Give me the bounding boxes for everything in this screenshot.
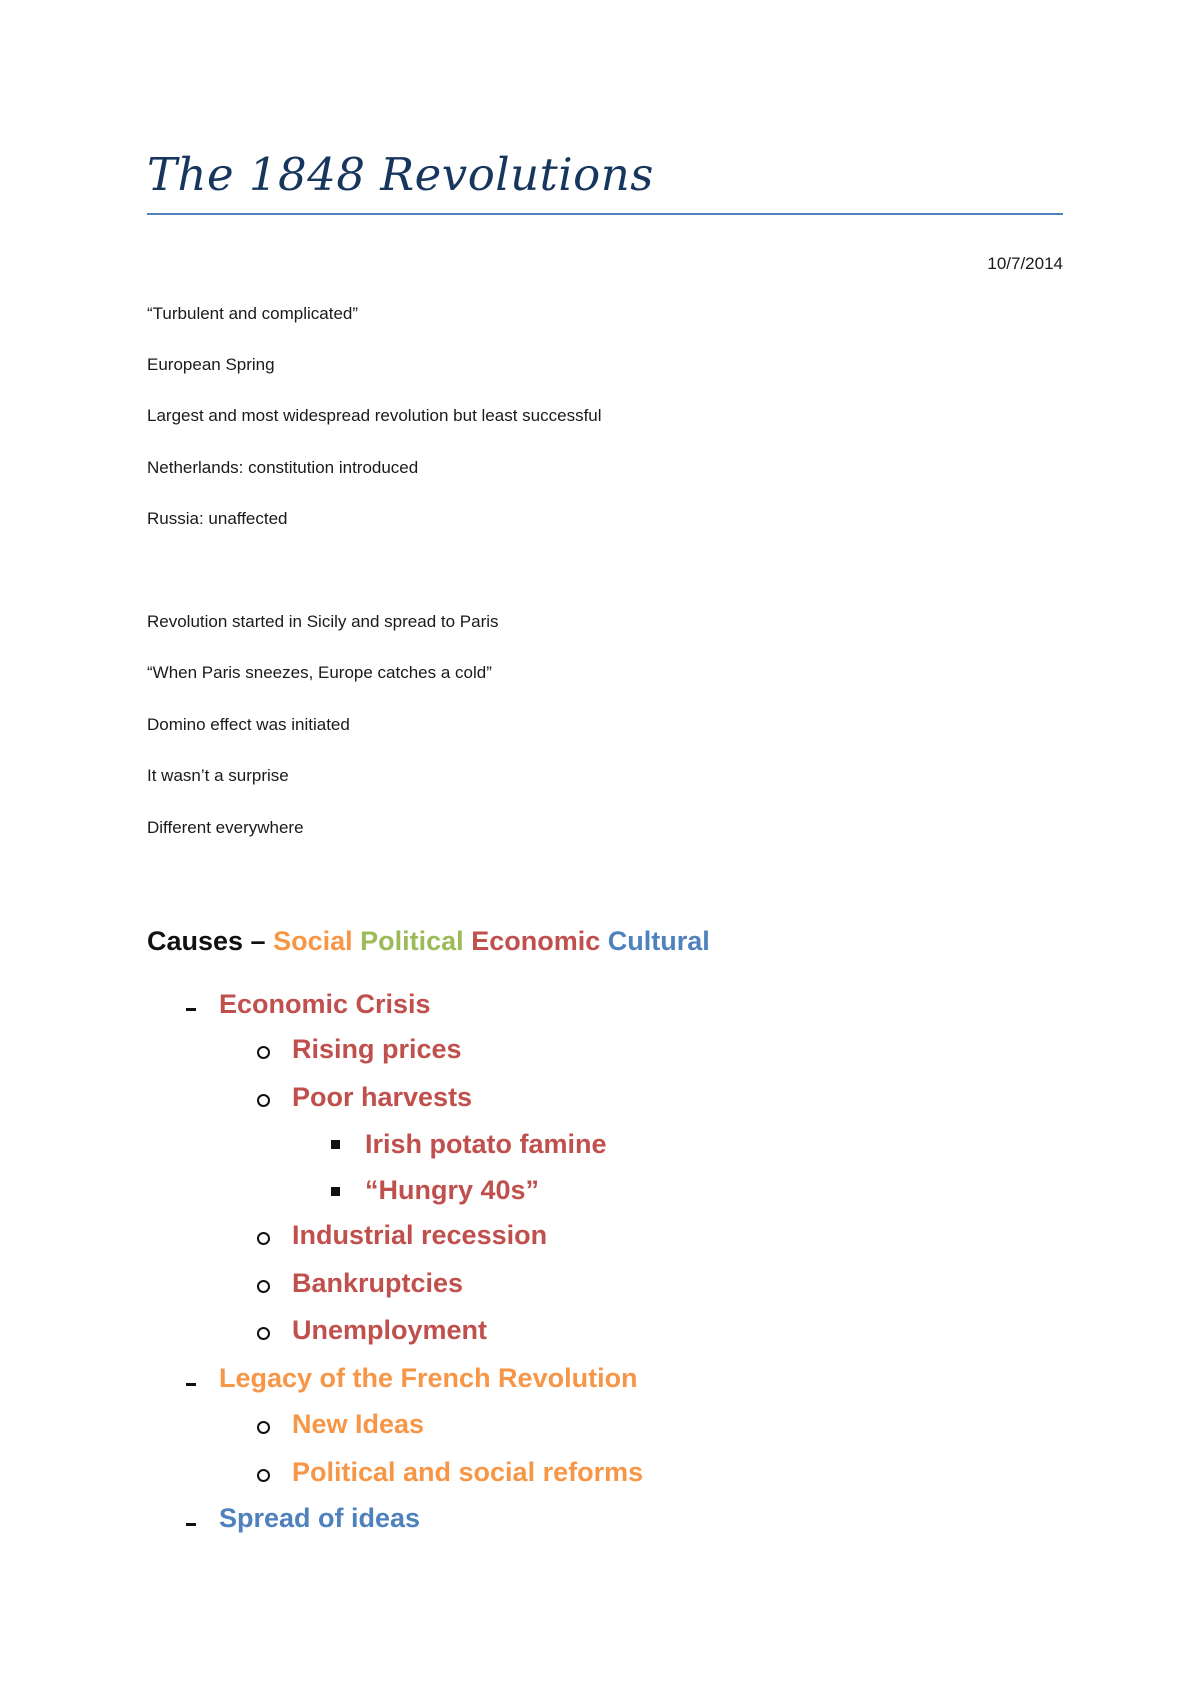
list-item: Rising prices xyxy=(292,1034,462,1064)
list-item: Unemployment xyxy=(292,1315,488,1345)
note-line: Different everywhere xyxy=(147,818,304,837)
circle-bullet xyxy=(257,1046,270,1059)
note-line: Largest and most widespread revolution but least successful xyxy=(147,406,602,425)
category-economic: Economic xyxy=(471,926,601,956)
list-item: Irish potato famine xyxy=(365,1129,607,1159)
note-line: Netherlands: constitution introduced xyxy=(147,458,419,477)
category-political: Political xyxy=(360,926,464,956)
category-cultural: Cultural xyxy=(607,926,710,956)
square-bullet xyxy=(331,1187,340,1196)
note-line: Revolution started in Sicily and spread to Paris xyxy=(147,612,499,631)
dash-bullet xyxy=(186,1383,196,1386)
note-line: Domino effect was initiated xyxy=(147,715,350,734)
list-item: “Hungry 40s” xyxy=(365,1175,540,1205)
circle-bullet xyxy=(257,1327,270,1340)
category-social: Social xyxy=(273,926,353,956)
circle-bullet xyxy=(257,1421,270,1434)
causes-label: Causes – xyxy=(147,926,274,956)
list-item: Political and social reforms xyxy=(292,1457,644,1487)
document-title: The 1848 Revolutions xyxy=(147,148,654,201)
list-item: New Ideas xyxy=(292,1409,425,1439)
circle-bullet xyxy=(257,1094,270,1107)
note-line: “When Paris sneezes, Europe catches a cold” xyxy=(147,663,492,682)
note-line: It wasn’t a surprise xyxy=(147,766,289,785)
dash-bullet xyxy=(186,1523,196,1526)
circle-bullet xyxy=(257,1469,270,1482)
circle-bullet xyxy=(257,1232,270,1245)
list-item: Legacy of the French Revolution xyxy=(219,1363,638,1393)
causes-heading xyxy=(147,926,710,957)
list-item: Industrial recession xyxy=(292,1220,548,1250)
document-date: 10/7/2014 xyxy=(987,254,1063,273)
list-item: Poor harvests xyxy=(292,1082,473,1112)
square-bullet xyxy=(331,1140,340,1149)
title-underline xyxy=(147,213,1063,215)
note-line: “Turbulent and complicated” xyxy=(147,304,359,323)
list-item: Economic Crisis xyxy=(219,989,431,1019)
circle-bullet xyxy=(257,1280,270,1293)
note-line: European Spring xyxy=(147,355,275,374)
list-item: Bankruptcies xyxy=(292,1268,464,1298)
list-item: Spread of ideas xyxy=(219,1503,421,1533)
dash-bullet xyxy=(186,1008,196,1011)
note-line: Russia: unaffected xyxy=(147,509,288,528)
